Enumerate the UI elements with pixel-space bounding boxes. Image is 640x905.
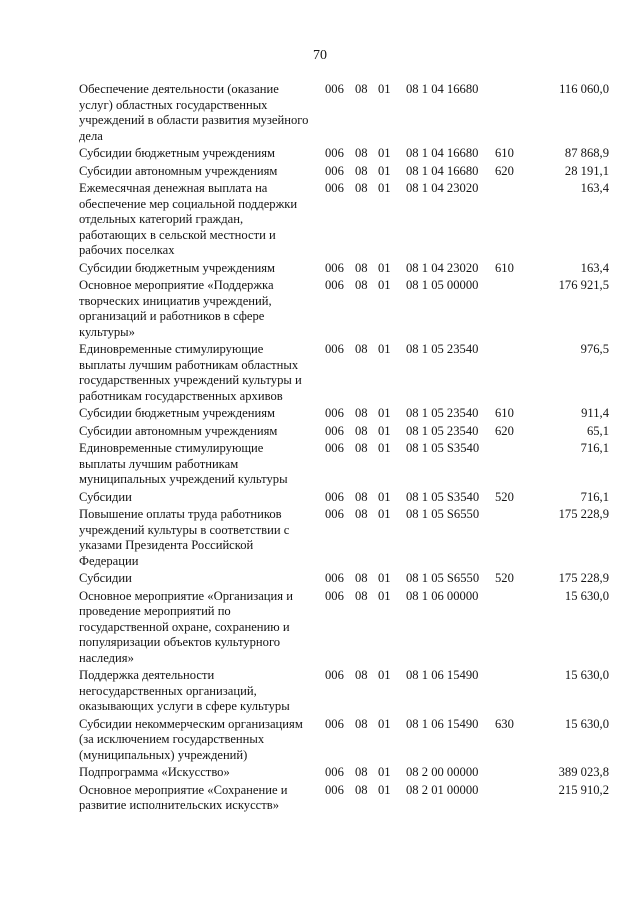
subsection-code: 01	[378, 181, 391, 195]
expense-type-code: 520	[495, 489, 514, 504]
ministry-code: 006	[325, 146, 344, 160]
section-code: 08	[355, 181, 368, 195]
ministry-code: 006	[325, 82, 344, 96]
table-row	[79, 424, 609, 440]
ministry-code: 006	[325, 423, 344, 438]
target-article-code: 08 1 05 23540	[406, 406, 479, 420]
table-row	[79, 589, 609, 667]
table-row	[79, 82, 609, 144]
ministry-code: 006	[325, 441, 344, 455]
table-row	[79, 146, 609, 162]
section-code: 08	[355, 423, 368, 438]
subsection-code: 01	[378, 765, 391, 779]
row-description: Поддержка деятельности негосударственных организаций, оказывающих услуги в сфере культуры	[79, 668, 290, 713]
amount: 163,4	[580, 260, 609, 275]
amount: 175 228,9	[558, 571, 609, 585]
page-number: 70	[313, 48, 327, 63]
subsection-code: 01	[378, 507, 391, 521]
table-row	[79, 490, 609, 506]
amount: 15 630,0	[564, 716, 609, 731]
subsection-code: 01	[378, 406, 391, 420]
ministry-code: 006	[325, 782, 344, 797]
expense-type-code: 620	[495, 423, 514, 438]
table-row	[79, 181, 609, 259]
target-article-code: 08 1 05 S6550	[406, 507, 480, 521]
subsection-code: 01	[378, 489, 391, 504]
budget-table	[79, 82, 609, 816]
subsection-code: 01	[378, 163, 391, 178]
row-description: Субсидии автономным учреждениям	[79, 163, 278, 178]
amount: 716,1	[580, 441, 609, 455]
subsection-code: 01	[378, 588, 391, 603]
target-article-code: 08 1 06 00000	[406, 588, 479, 603]
amount: 389 023,8	[558, 765, 609, 779]
section-code: 08	[355, 588, 368, 603]
target-article-code: 08 1 04 16680	[406, 146, 479, 160]
subsection-code: 01	[378, 260, 391, 275]
amount: 28 191,1	[564, 163, 609, 178]
target-article-code: 08 2 01 00000	[406, 782, 479, 797]
row-description: Основное мероприятие «Поддержка творческих инициатив учреждений, организаций и работников в сфере культуры»	[79, 278, 274, 339]
amount: 176 921,5	[558, 278, 609, 292]
section-code: 08	[355, 406, 368, 420]
expense-type-code: 610	[495, 406, 514, 420]
target-article-code: 08 1 05 00000	[406, 278, 479, 292]
subsection-code: 01	[378, 716, 391, 731]
section-code: 08	[355, 342, 368, 356]
ministry-code: 006	[325, 765, 344, 779]
expense-type-code: 520	[495, 571, 514, 585]
ministry-code: 006	[325, 571, 344, 585]
ministry-code: 006	[325, 260, 344, 275]
row-description: Субсидии	[79, 571, 132, 585]
expense-type-code: 610	[495, 260, 514, 275]
subsection-code: 01	[378, 571, 391, 585]
section-code: 08	[355, 782, 368, 797]
section-code: 08	[355, 163, 368, 178]
amount: 215 910,2	[558, 782, 609, 797]
ministry-code: 006	[325, 668, 344, 682]
target-article-code: 08 1 05 S3540	[406, 441, 480, 455]
table-row	[79, 668, 609, 715]
row-description: Повышение оплаты труда работников учреждений культуры в соответствии с указами Президента Российской Федерации	[79, 507, 290, 568]
target-article-code: 08 1 04 16680	[406, 82, 479, 96]
amount: 116 060,0	[559, 82, 609, 96]
expense-type-code: 620	[495, 163, 514, 178]
row-description: Подпрограмма «Искусство»	[79, 765, 230, 779]
target-article-code: 08 2 00 00000	[406, 765, 479, 779]
ministry-code: 006	[325, 181, 344, 195]
amount: 911,4	[581, 406, 609, 420]
row-description: Субсидии	[79, 489, 132, 504]
row-description: Ежемесячная денежная выплата на обеспечение мер социальной поддержки отдельных категорий граждан, работающих в сельской местности и рабочих поселках	[79, 181, 298, 257]
table-row	[79, 406, 609, 422]
target-article-code: 08 1 04 23020	[406, 181, 479, 195]
row-description: Основное мероприятие «Организация и проведение мероприятий по государственной охране, сохранению и популяризации объектов культурного наследия»	[79, 588, 293, 665]
row-description: Субсидии бюджетным учреждениям	[79, 406, 275, 420]
section-code: 08	[355, 765, 368, 779]
expense-type-code: 630	[495, 716, 514, 731]
amount: 716,1	[580, 489, 609, 504]
ministry-code: 006	[325, 489, 344, 504]
amount: 65,1	[586, 423, 609, 438]
subsection-code: 01	[378, 441, 391, 455]
section-code: 08	[355, 716, 368, 731]
table-row	[79, 261, 609, 277]
section-code: 08	[355, 260, 368, 275]
table-row	[79, 342, 609, 404]
table-row	[79, 571, 609, 587]
row-description: Единовременные стимулирующие выплаты лучшим работникам областных государственных учреждений культуры и работникам государственных архивов	[79, 342, 302, 403]
ministry-code: 006	[325, 342, 344, 356]
target-article-code: 08 1 05 S6550	[406, 571, 480, 585]
amount: 976,5	[580, 342, 609, 356]
row-description: Субсидии автономным учреждениям	[79, 423, 278, 438]
subsection-code: 01	[378, 423, 391, 438]
table-row	[79, 441, 609, 488]
row-description: Обеспечение деятельности (оказание услуг) областных государственных учреждений в области развития музейного дела	[79, 82, 309, 143]
table-row	[79, 278, 609, 340]
subsection-code: 01	[378, 668, 391, 682]
section-code: 08	[355, 668, 368, 682]
subsection-code: 01	[378, 82, 391, 96]
expense-type-code: 610	[495, 146, 514, 160]
section-code: 08	[355, 507, 368, 521]
section-code: 08	[355, 571, 368, 585]
row-description: Субсидии некоммерческим организациям (за исключением государственных (муниципальных) учреждений)	[79, 716, 303, 762]
row-description: Субсидии бюджетным учреждениям	[79, 260, 275, 275]
section-code: 08	[355, 278, 368, 292]
target-article-code: 08 1 05 S3540	[406, 489, 480, 504]
ministry-code: 006	[325, 406, 344, 420]
subsection-code: 01	[378, 342, 391, 356]
amount: 15 630,0	[564, 588, 609, 603]
ministry-code: 006	[325, 507, 344, 521]
target-article-code: 08 1 05 23540	[406, 342, 479, 356]
table-row	[79, 717, 609, 764]
target-article-code: 08 1 06 15490	[406, 716, 479, 731]
amount: 163,4	[580, 181, 609, 195]
ministry-code: 006	[325, 163, 344, 178]
ministry-code: 006	[325, 278, 344, 292]
row-description: Основное мероприятие «Сохранение и развитие исполнительских искусств»	[79, 782, 288, 812]
target-article-code: 08 1 04 16680	[406, 163, 479, 178]
section-code: 08	[355, 146, 368, 160]
section-code: 08	[355, 489, 368, 504]
subsection-code: 01	[378, 278, 391, 292]
ministry-code: 006	[325, 716, 344, 731]
amount: 175 228,9	[558, 507, 609, 521]
target-article-code: 08 1 04 23020	[406, 260, 479, 275]
target-article-code: 08 1 05 23540	[406, 423, 479, 438]
subsection-code: 01	[378, 782, 391, 797]
table-row	[79, 507, 609, 569]
table-row	[79, 783, 609, 814]
amount: 15 630,0	[564, 668, 609, 682]
section-code: 08	[355, 82, 368, 96]
ministry-code: 006	[325, 588, 344, 603]
subsection-code: 01	[378, 146, 391, 160]
amount: 87 868,9	[564, 146, 609, 160]
table-row	[79, 765, 609, 781]
table-row	[79, 164, 609, 180]
row-description: Субсидии бюджетным учреждениям	[79, 146, 275, 160]
section-code: 08	[355, 441, 368, 455]
row-description: Единовременные стимулирующие выплаты лучшим работникам муниципальных учреждений культуры	[79, 441, 288, 486]
target-article-code: 08 1 06 15490	[406, 668, 479, 682]
